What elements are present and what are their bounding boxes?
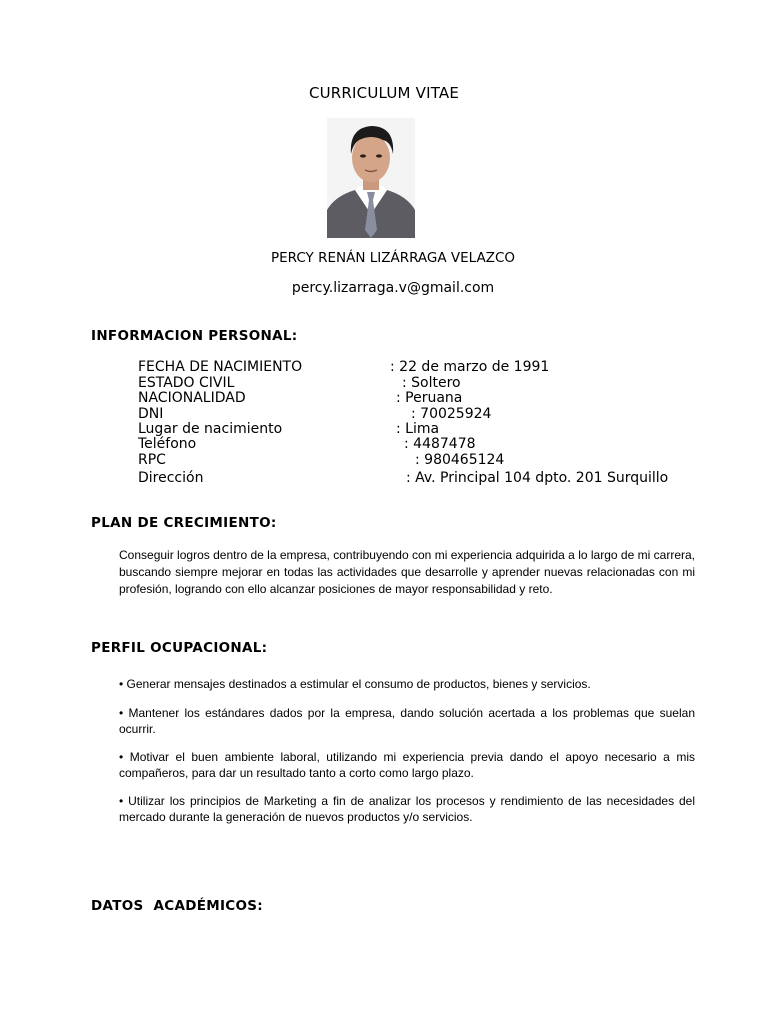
personal-info-heading: INFORMACION PERSONAL: — [91, 328, 298, 344]
info-row-phone — [138, 436, 698, 452]
info-label: DNI — [138, 406, 164, 422]
info-label: FECHA DE NACIMIENTO — [138, 359, 303, 375]
info-value: : Lima — [396, 421, 440, 437]
profile-photo — [327, 118, 415, 238]
info-value: : 70025924 — [411, 406, 492, 422]
info-label: Teléfono — [138, 436, 197, 452]
profile-bullet: • Utilizar los principios de Marketing a fin de analizar los procesos y rendimiento de las necesidades del mercado durante la generación de nuevos productos y/o servicios. — [119, 794, 695, 824]
growth-plan-text: Conseguir logros dentro de la empresa, contribuyendo con mi experiencia adquirida a lo largo de mi carrera, buscando siempre mejorar en todas las actividades que desarrolle y aprender nuevas relacionadas con mi profesión, logrando con ello alcanzar posiciones de mayor responsabilidad y reto. — [119, 548, 695, 596]
info-row-address — [138, 470, 698, 486]
info-value: : 980465124 — [415, 452, 505, 468]
email-address: percy.lizarraga.v@gmail.com — [291, 280, 495, 296]
info-row-nationality — [138, 390, 698, 406]
info-value: : Peruana — [396, 390, 463, 406]
info-row-dni — [138, 406, 698, 422]
document-title: CURRICULUM VITAE — [308, 84, 460, 102]
info-row-birthplace — [138, 421, 698, 437]
person-name: PERCY RENÁN LIZÁRRAGA VELAZCO — [270, 250, 516, 266]
info-row-rpc — [138, 452, 698, 468]
info-label: ESTADO CIVIL — [138, 375, 235, 391]
info-label: Lugar de nacimiento — [138, 421, 283, 437]
info-label: NACIONALIDAD — [138, 390, 246, 406]
info-label: Dirección — [138, 470, 204, 486]
info-value: : 4487478 — [404, 436, 476, 452]
academic-heading: DATOS ACADÉMICOS: — [91, 898, 264, 914]
info-value: : Av. Principal 104 dpto. 201 Surquillo — [406, 470, 669, 486]
info-label: RPC — [138, 452, 166, 468]
info-value: : 22 de marzo de 1991 — [390, 359, 550, 375]
growth-plan-heading: PLAN DE CRECIMIENTO: — [91, 515, 277, 531]
info-value: : Soltero — [402, 375, 461, 391]
info-row-birthdate — [138, 359, 698, 375]
profile-bullet: • Mantener los estándares dados por la empresa, dando solución acertada a los problemas que suelan ocurrir. — [119, 706, 695, 736]
info-row-civil-status — [138, 375, 698, 391]
profile-bullet: • Generar mensajes destinados a estimular el consumo de productos, bienes y servicios. — [119, 677, 591, 691]
profile-bullet: • Motivar el buen ambiente laboral, utilizando mi experiencia previa dando el apoyo necesario a mis compañeros, para dar un resultado tanto a corto como largo plazo. — [119, 750, 695, 780]
occupational-profile-heading: PERFIL OCUPACIONAL: — [91, 640, 268, 656]
